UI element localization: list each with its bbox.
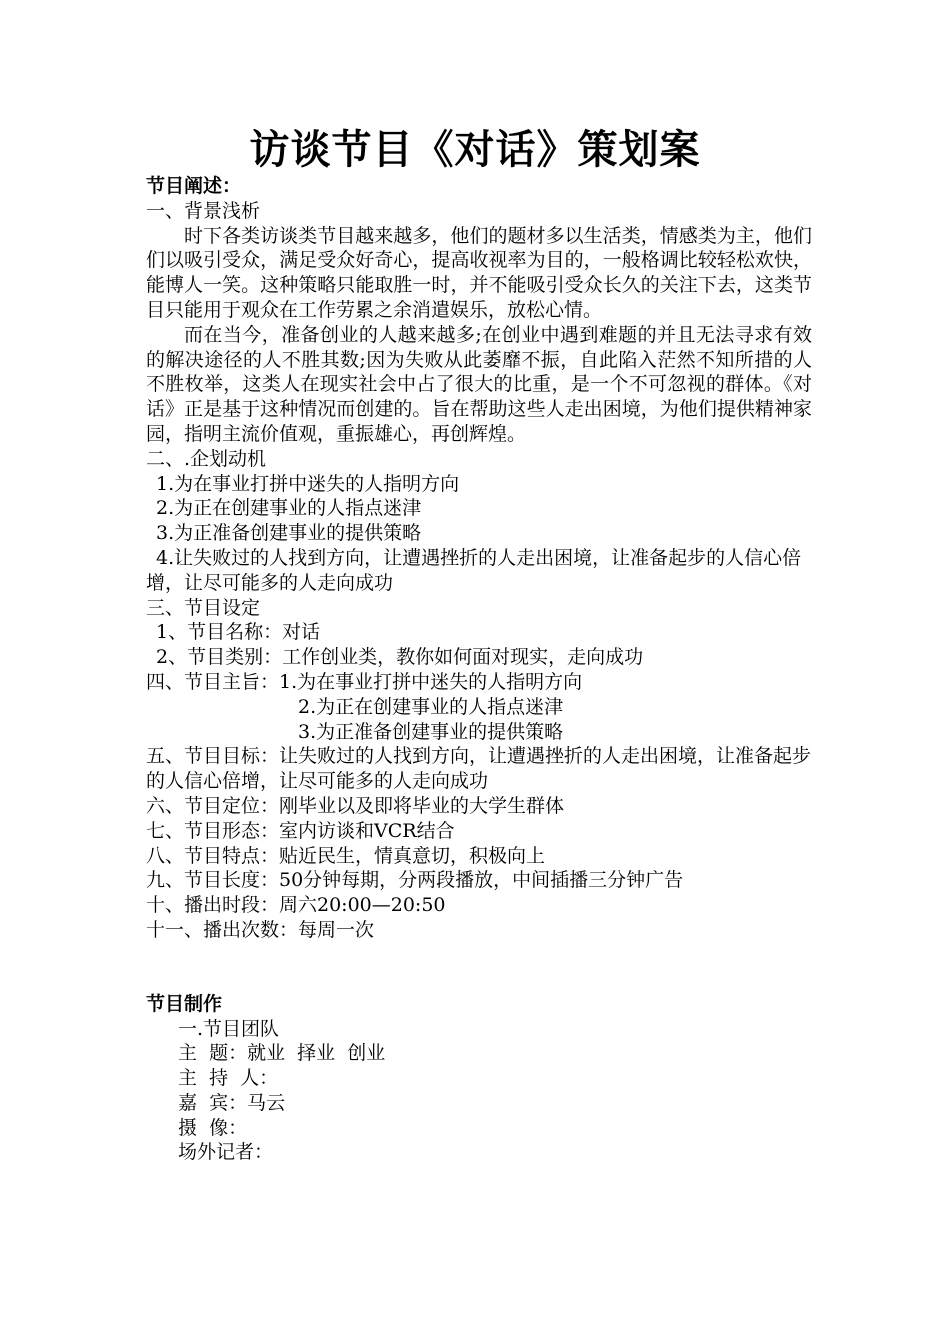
production-heading: 节目制作 xyxy=(146,992,223,1015)
setting-item: 2、节目类别：工作创业类，教你如何面对现实，走向成功 xyxy=(156,646,644,669)
background-paragraph-1: 时下各类访谈类节目越来越多，他们的题材多以生活类，情感类为主，他们们以吸引受众，满足受众好奇心，提高收视率为目的，一般格调比较轻松欢快，能博人一笑。这种策略只能取胜一时，并不能吸引受众长久的关注下去，这类节目只能用于观众在工作劳累之余消遣娱乐，放松心情。 xyxy=(146,224,812,321)
time-slot-line: 十、播出时段：周六20:00—20:50 xyxy=(146,894,446,917)
features-line: 八、节目特点：贴近民生，情真意切，积极向上 xyxy=(146,844,546,867)
team-line-guest: 嘉 宾：马云 xyxy=(178,1091,286,1114)
team-line-camera: 摄 像： xyxy=(178,1116,248,1139)
purpose-item: 1.为在事业打拼中迷失的人指明方向 xyxy=(279,670,583,693)
length-line: 九、节目长度：50分钟每期，分两段播放，中间插播三分钟广告 xyxy=(146,869,684,892)
background-paragraph-2: 而在当今，准备创业的人越来越多;在创业中遇到难题的并且无法寻求有效的解决途径的人不胜其数;因为失败从此萎靡不振，自此陷入茫然不知所措的人不胜枚举，这类人在现实社会中占了很大的比重，是一个不可忽视的群体。《对话》正是基于这种情况而创建的。旨在帮助这些人走出困境，为他们提供精神家园，指明主流价值观，重振雄心，再创辉煌。 xyxy=(146,323,812,445)
purpose-line xyxy=(146,670,812,695)
setting-item: 1、节目名称：对话 xyxy=(156,621,321,644)
motivation-item: 4.让失败过的人找到方向，让遭遇挫折的人走出困境，让准备起步的人信心倍增，让尽可能多的人走向成功 xyxy=(146,546,802,594)
frequency-line: 十一、播出次数：每周一次 xyxy=(146,918,375,941)
goal-line: 五、节目目标：让失败过的人找到方向，让遭遇挫折的人走出困境，让准备起步的人信心倍增，让尽可能多的人走向成功 xyxy=(146,745,812,793)
setting-title: 三、节目设定 xyxy=(146,596,261,619)
document-title: 访谈节目《对话》策划案 xyxy=(249,127,701,173)
purpose-item: 2.为正在创建事业的人指点迷津 xyxy=(298,695,564,718)
positioning-line: 六、节目定位：刚毕业以及即将毕业的大学生群体 xyxy=(146,794,565,817)
motivation-title: 二、.企划动机 xyxy=(146,447,267,470)
team-line-theme: 主 题：就业 择业 创业 xyxy=(178,1042,386,1065)
purpose-label: 四、节目主旨： xyxy=(146,670,280,693)
motivation-item: 1.为在事业打拼中迷失的人指明方向 xyxy=(156,472,460,495)
section-spacer xyxy=(146,943,812,992)
motivation-item: 3.为正准备创建事业的提供策略 xyxy=(156,522,422,545)
document-body xyxy=(146,174,812,1165)
background-title: 一、背景浅析 xyxy=(146,199,261,222)
purpose-item: 3.为正准备创建事业的提供策略 xyxy=(298,720,564,743)
motivation-item: 2.为正在创建事业的人指点迷津 xyxy=(156,497,422,520)
team-title: 一.节目团队 xyxy=(178,1017,280,1040)
team-line-host: 主 持 人： xyxy=(178,1067,279,1090)
team-line-reporter: 场外记者： xyxy=(178,1141,274,1164)
overview-heading: 节目阐述： xyxy=(146,175,242,197)
form-line: 七、节目形态：室内访谈和VCR结合 xyxy=(146,819,455,842)
